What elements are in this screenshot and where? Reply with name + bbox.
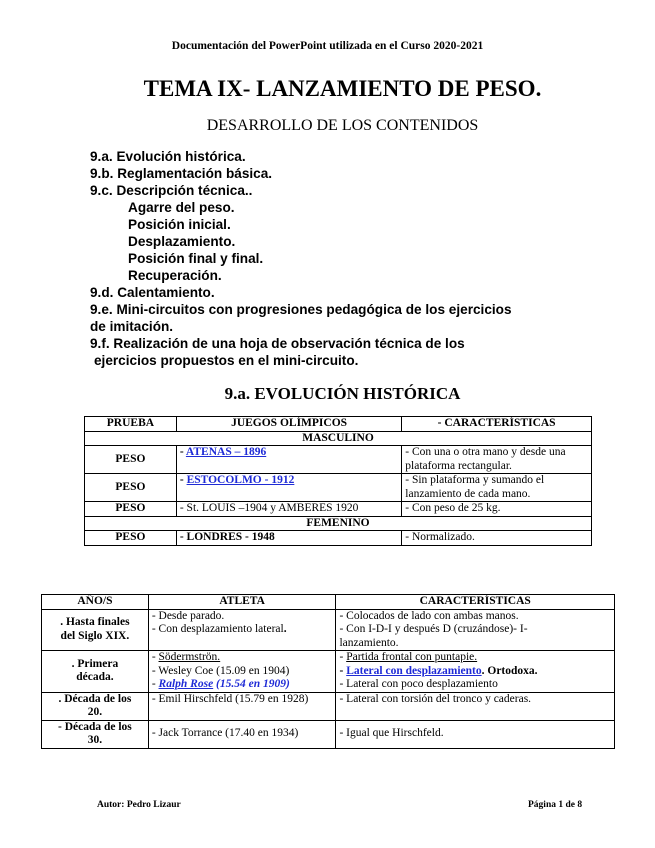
page-title: TEMA IX- LANZAMIENTO DE PESO. (143, 76, 542, 101)
juegos-cell: - St. LOUIS –1904 y AMBERES 1920 (176, 502, 401, 517)
toc-subitem: Posición final y final. (128, 251, 264, 266)
juegos-cell: - LONDRES - 1948 (176, 531, 401, 546)
caract-cell: - Igual que Hirschfeld. (336, 720, 615, 748)
prueba-cell: PESO (85, 474, 177, 502)
table-row (42, 609, 615, 651)
table-header-row (42, 595, 615, 610)
athlete-cell: - Södermströn. - Wesley Coe (15.09 en 1904) - Ralph Rose (15.54 en 1909) (148, 651, 336, 693)
footer-author: Autor: Pedro Lizaur (97, 800, 181, 810)
caract-cell: - Lateral con torsión del tronco y caderas. (336, 692, 615, 720)
year-cell: . Hasta finales del Siglo XIX. (42, 609, 149, 651)
toc-item: de imitación. (90, 319, 174, 334)
table-row (85, 502, 592, 517)
olympics-link[interactable]: ATENAS – 1896 (185, 446, 267, 458)
athlete-cell: - Desde parado. - Con desplazamiento lateral. (148, 609, 336, 651)
table-row (85, 531, 592, 546)
caract-cell: - Normalizado. (402, 531, 592, 546)
caract-cell: - Colocados de lado con ambas manos. - Con I-D-I y después D (cruzándose)- I- lanzamiento. (336, 609, 615, 651)
olympic-table (84, 416, 592, 546)
athlete-cell: - Emil Hirschfeld (15.79 en 1928) (148, 692, 336, 720)
athletes-table (41, 594, 615, 749)
athlete-link[interactable]: Ralph Rose (158, 678, 214, 690)
table-row (42, 692, 615, 720)
table-row (42, 720, 615, 748)
toc-subitem: Recuperación. (128, 268, 222, 283)
toc-item: 9.c. Descripción técnica.. (90, 183, 253, 198)
toc-subitem: Desplazamiento. (128, 234, 236, 249)
category-row: FEMENINO (85, 516, 592, 531)
technique-link[interactable]: Lateral con desplazamiento (346, 664, 482, 677)
page-header: Documentación del PowerPoint utilizada en el Curso 2020-2021 (171, 40, 484, 52)
toc-item: ejercicios propuestos en el mini-circuito. (94, 353, 359, 368)
toc-item: 9.d. Calentamiento. (90, 285, 215, 300)
toc-item: 9.b. Reglamentación básica. (90, 166, 273, 181)
table-of-contents (90, 148, 590, 369)
caract-cell: - Con peso de 25 kg. (402, 502, 592, 517)
page-subtitle: DESARROLLO DE LOS CONTENIDOS (206, 117, 479, 134)
prueba-cell: PESO (85, 446, 177, 474)
table-row (85, 474, 592, 502)
year-cell: - Década de los 30. (42, 720, 149, 748)
caract-cell: - Partida frontal con puntapie. - Lateral con desplazamiento. Ortodoxa. - Lateral con poco desplazamiento (336, 651, 615, 693)
toc-item: 9.f. Realización de una hoja de observación técnica de los (90, 336, 465, 351)
year-cell: . Primera década. (42, 651, 149, 693)
header-cell: AÑO/S (42, 595, 149, 610)
athlete-cell: - Jack Torrance (17.40 en 1934) (148, 720, 336, 748)
header-cell: ATLETA (148, 595, 336, 610)
category-row: MASCULINO (85, 431, 592, 446)
section-title: 9.a. EVOLUCIÓN HISTÓRICA (224, 384, 461, 403)
toc-subitem: Agarre del peso. (128, 200, 235, 215)
table-row (42, 651, 615, 693)
table-header-row (85, 417, 592, 432)
footer-page-number: Página 1 de 8 (528, 800, 583, 810)
toc-item: 9.e. Mini-circuitos con progresiones pedagógica de los ejercicios (90, 302, 512, 317)
caract-cell: - Con una o otra mano y desde una plataforma rectangular. (402, 446, 592, 474)
caract-cell: - Sin plataforma y sumando el lanzamiento de cada mano. (402, 474, 592, 502)
header-cell: PRUEBA (85, 417, 177, 432)
toc-item: 9.a. Evolución histórica. (90, 149, 246, 164)
table-row (85, 446, 592, 474)
olympics-link[interactable]: ESTOCOLMO - 1912 (186, 474, 295, 486)
prueba-cell: PESO (85, 531, 177, 546)
year-cell: . Década de los 20. (42, 692, 149, 720)
header-cell: JUEGOS OLÍMPICOS (176, 417, 401, 432)
header-cell: - CARACTERÍSTICAS (402, 417, 592, 432)
header-cell: CARACTERÍSTICAS (336, 595, 615, 610)
prueba-cell: PESO (85, 502, 177, 517)
juegos-cell: - ESTOCOLMO - 1912 (176, 474, 401, 502)
juegos-cell: - ATENAS – 1896 (176, 446, 401, 474)
toc-subitem: Posición inicial. (128, 217, 231, 232)
